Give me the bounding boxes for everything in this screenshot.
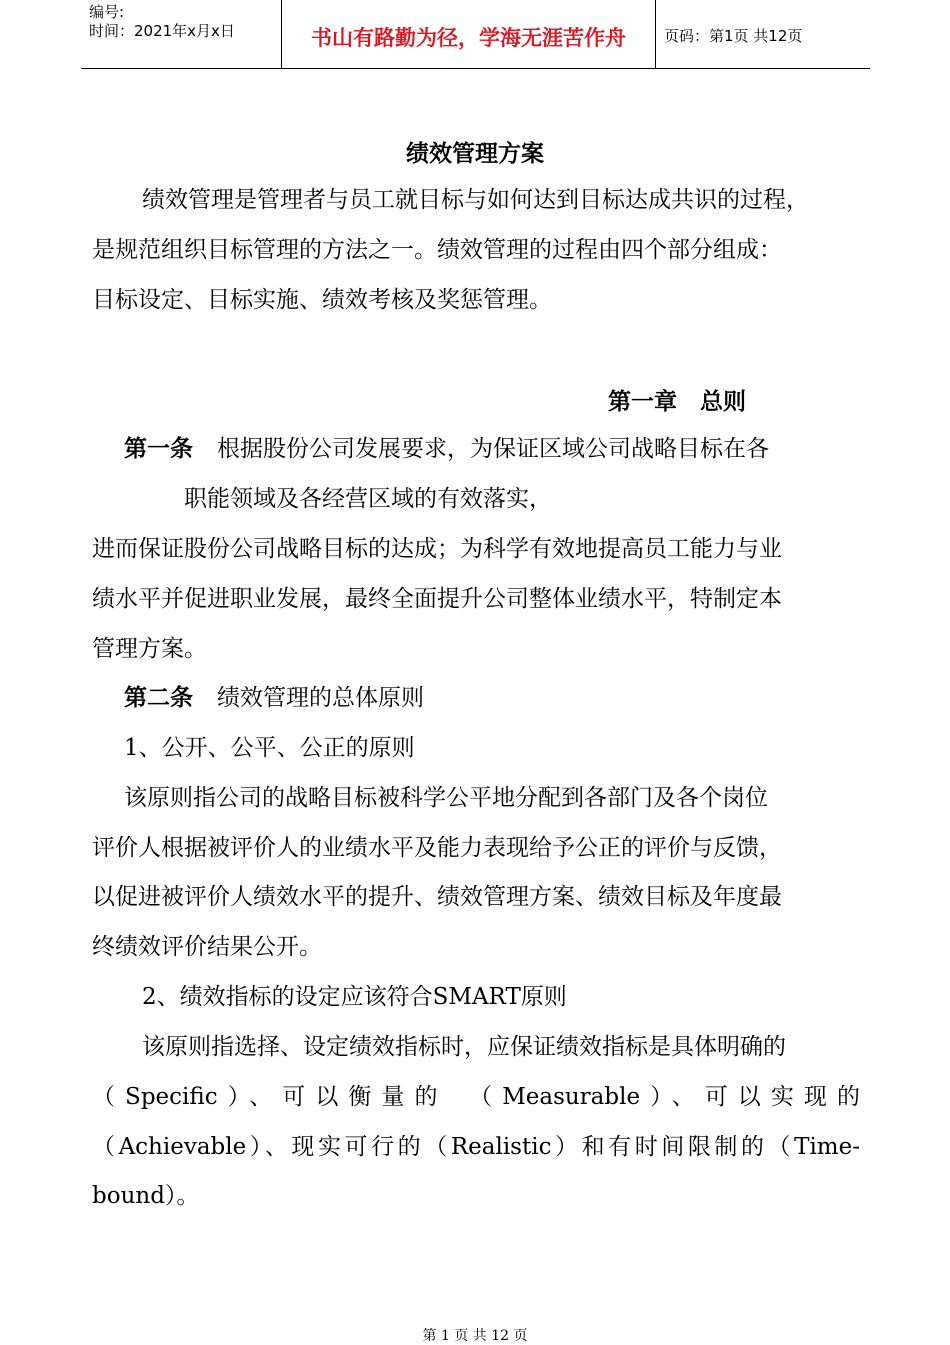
doc-time-label: 时间：2021年x月x日	[89, 22, 235, 40]
article-1-first-line	[124, 434, 769, 464]
article-1-text-4: 绩水平并促进职业发展，最终全面提升公司整体业绩水平，特制定本	[92, 586, 782, 612]
header-page-cell	[656, 0, 870, 68]
header-info-cell	[81, 0, 282, 68]
principle-1-title: 1、公开、公平、公正的原则	[124, 735, 415, 761]
page-header	[81, 0, 870, 69]
header-page-label: 页码：第1页 共12页	[664, 27, 803, 45]
principle-2-line-4: bound）。	[92, 1183, 200, 1209]
intro-line-1: 绩效管理是管理者与员工就目标与如何达到目标达成共识的过程，	[142, 187, 809, 213]
article-2-text: 绩效管理的总体原则	[217, 685, 424, 711]
article-2-label: 第二条	[124, 685, 193, 711]
article-2-first-line	[124, 683, 424, 713]
header-motto-cell	[282, 0, 656, 68]
page-footer: 第 1 页 共 12 页	[422, 1328, 528, 1344]
article-1-text-3: 进而保证股份公司战略目标的达成；为科学有效地提高员工能力与业	[92, 536, 782, 562]
article-1-label: 第一条	[124, 436, 193, 462]
intro-line-3: 目标设定、目标实施、绩效考核及奖惩管理。	[92, 287, 552, 313]
article-1-text-5: 管理方案。	[92, 636, 207, 662]
principle-2-title: 2、绩效指标的设定应该符合SMART原则	[142, 984, 567, 1010]
principle-1-line-3: 以促进被评价人绩效水平的提升、绩效管理方案、绩效目标及年度最	[92, 884, 782, 910]
principle-1-line-2: 评价人根据被评价人的业绩水平及能力表现给予公正的评价与反馈，	[92, 835, 782, 861]
intro-line-2: 是规范组织目标管理的方法之一。绩效管理的过程由四个部分组成：	[92, 237, 782, 263]
header-motto: 书山有路勤为径，学海无涯苦作舟	[311, 26, 626, 50]
principle-2-line-2: （Specific）、可以衡量的 （Measurable）、可以实现的	[92, 1084, 860, 1110]
principle-1-line-4: 终绩效评价结果公开。	[92, 934, 322, 960]
principle-2-line-1: 该原则指选择、设定绩效指标时，应保证绩效指标是具体明确的	[142, 1034, 786, 1060]
principle-2-line-3: （Achievable）、现实可行的（Realistic）和有时间限制的（Time-	[92, 1134, 860, 1160]
article-1-text-2: 职能领域及各经营区域的有效落实，	[184, 486, 552, 512]
doc-number-label: 编号:	[89, 3, 125, 21]
principle-1-line-1: 该原则指公司的战略目标被科学公平地分配到各部门及各个岗位	[124, 785, 768, 811]
chapter-heading: 第一章 总则	[608, 389, 746, 415]
article-1-text-1: 根据股份公司发展要求，为保证区域公司战略目标在各	[217, 436, 769, 462]
document-title: 绩效管理方案	[406, 141, 544, 167]
